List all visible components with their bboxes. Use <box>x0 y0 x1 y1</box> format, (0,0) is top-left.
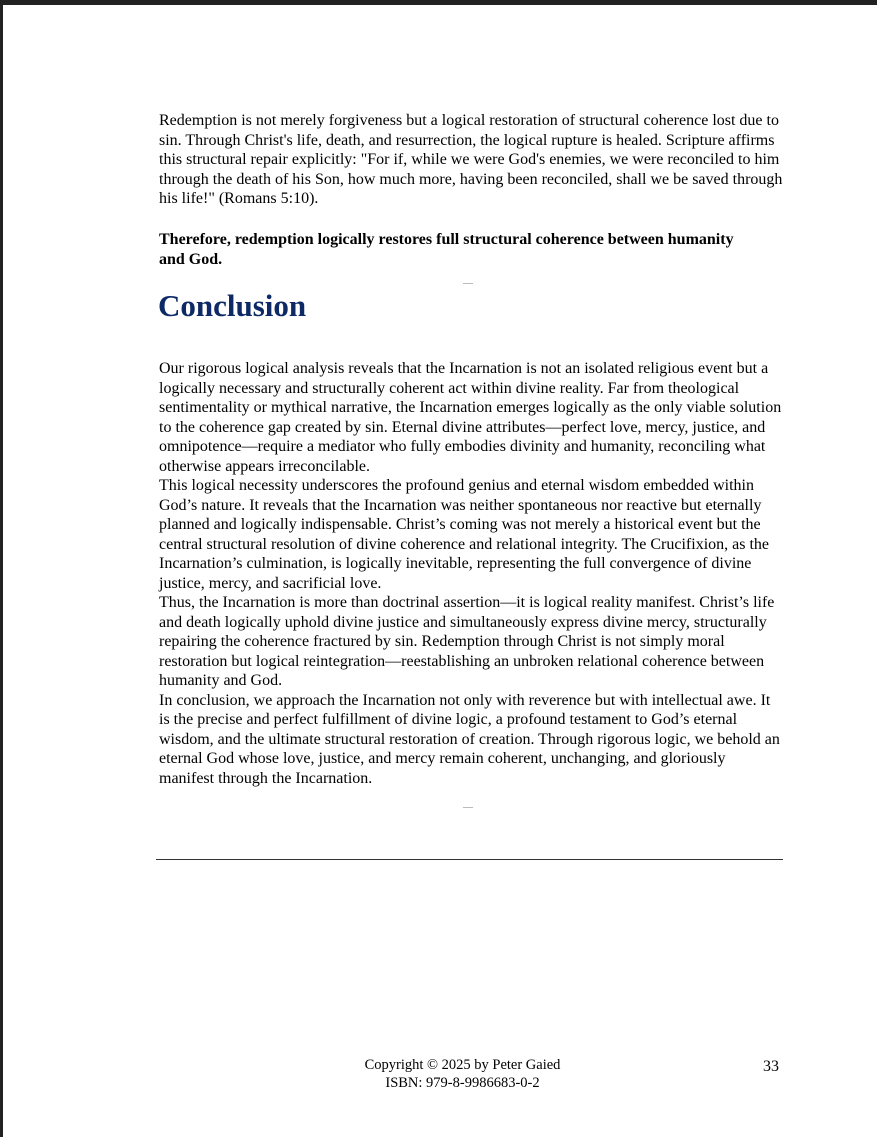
copyright-line: Copyright © 2025 by Peter Gaied <box>364 1057 561 1073</box>
isbn-line: ISBN: 979-8-9986683-0-2 <box>385 1075 540 1091</box>
page-footer <box>300 1056 625 1092</box>
document-page <box>0 5 877 1137</box>
conclusion-paragraph: Our rigorous logical analysis reveals that the Incarnation is not an isolated religious event but a logically necessary and structurally coherent act within divine reality. Far from theological sentimentality or mythical narrative, the Incarnation emerges logically as the only viable solution to the coherence gap created by sin. Eternal divine attributes—perfect love, mercy, justice, and omnipotence—require a mediator who fully embodies divinity and humanity, reconciling what otherwise appears irreconcilable. <box>159 360 782 475</box>
section-heading: Conclusion <box>158 288 307 323</box>
page-number: 33 <box>763 1058 779 1075</box>
bold-statement: Therefore, redemption logically restores full structural coherence between humanity and God. <box>159 231 734 268</box>
section-divider-mark <box>463 283 473 284</box>
conclusion-paragraph: Thus, the Incarnation is more than doctrinal assertion—it is logical reality manifest. Christ’s life and death logically uphold divine justice and simultaneously express divine mercy, structurally repairing the coherence fractured by sin. Redemption through Christ is not simply moral restoration but logical reintegration—reestablishing an unbroken relational coherence between humanity and God. <box>159 594 775 689</box>
conclusion-paragraph: In conclusion, we approach the Incarnation not only with reverence but with intellectual awe. It is the precise and perfect fulfillment of divine logic, a profound testament to God’s eternal wisdom, and the ultimate structural restoration of creation. Through rigorous logic, we behold an eternal God whose love, justice, and mercy remain coherent, unchanging, and gloriously manifest through the Incarnation. <box>159 691 780 787</box>
paragraph-redemption: Redemption is not merely forgiveness but a logical restoration of structural coherence lost due to sin. Through Christ's life, death, and resurrection, the logical rupture is healed. Scripture affirms this structural repair explicitly: "For if, while we were God's enemies, we were reconciled to him through the death of his Son, how much more, having been reconciled, shall we be saved through his life!" (Romans 5:10). <box>159 112 783 207</box>
footer-rule <box>156 859 783 860</box>
end-divider-mark <box>463 807 473 808</box>
conclusion-paragraph: This logical necessity underscores the profound genius and eternal wisdom embedded within God’s nature. It reveals that the Incarnation was neither spontaneous nor reactive but eternally planned and logically indispensable. Christ’s coming was not merely a historical event but the central structural resolution of divine coherence and relational integrity. The Crucifixion, as the Incarnation’s culmination, is logically inevitable, representing the full convergence of divine justice, mercy, and sacrificial love. <box>159 477 770 592</box>
conclusion-body <box>159 359 784 788</box>
